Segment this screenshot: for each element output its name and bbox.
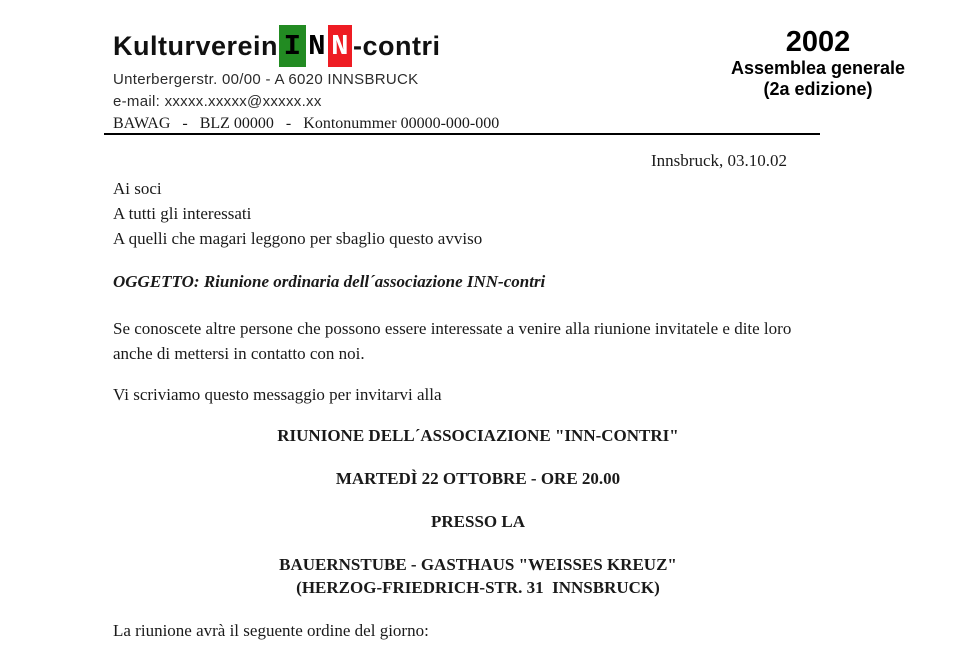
venue-address: (HERZOG-FRIEDRICH-STR. 31 INNSBRUCK)	[296, 578, 660, 597]
meeting-title: RIUNIONE DELL´ASSOCIAZIONE "INN-CONTRI"	[277, 426, 679, 445]
meeting-datetime: MARTEDÌ 22 OTTOBRE - ORE 20.00	[335, 469, 621, 488]
assembly-label: Assemblea generale	[730, 58, 906, 78]
year-block	[700, 26, 936, 100]
recipient-line: A tutti gli interessati	[113, 204, 252, 223]
recipient-line: Ai soci	[113, 179, 162, 198]
recipient-line: A quelli che magari leggono per sbaglio questo avviso	[113, 229, 483, 248]
logo-suffix-text: -contri	[353, 30, 441, 61]
body-paragraph: Se conoscete altre persone che possono essere interessate a venire alla riunione invitatele e dite loro anche di mettersi in contatto con noi.	[113, 319, 792, 363]
italian-flag-logo-icon	[279, 25, 352, 67]
flag-red-stripe: N	[328, 25, 352, 67]
street-address: Unterbergerstr. 00/00 - A 6020 INNSBRUCK	[113, 71, 419, 88]
org-logo	[113, 24, 499, 68]
letterhead-divider	[104, 133, 820, 135]
edition-label: (2a edizione)	[763, 79, 873, 99]
email-address: e-mail: xxxxx.xxxxx@xxxxx.xx	[113, 93, 322, 110]
venue-name: BAUERNSTUBE - GASTHAUS "WEISSES KREUZ"	[279, 555, 677, 574]
subject-line: OGGETTO: Riunione ordinaria dell´associazione INN-contri	[113, 272, 546, 291]
letterhead	[113, 24, 499, 134]
logo-prefix-text: Kulturverein	[113, 30, 279, 61]
agenda-intro-line: La riunione avrà il seguente ordine del giorno:	[113, 621, 429, 640]
flag-white-stripe: N	[306, 25, 328, 67]
flag-green-stripe: I	[279, 25, 306, 67]
dateline: Innsbruck, 03.10.02	[651, 151, 787, 170]
body-paragraph: Vi scriviamo questo messaggio per invitarvi alla	[113, 385, 442, 404]
bank-details: BAWAG - BLZ 00000 - Kontonummer 00000-000-000	[113, 115, 500, 132]
year-label: 2002	[785, 26, 851, 58]
meeting-presso: PRESSO LA	[431, 512, 525, 531]
